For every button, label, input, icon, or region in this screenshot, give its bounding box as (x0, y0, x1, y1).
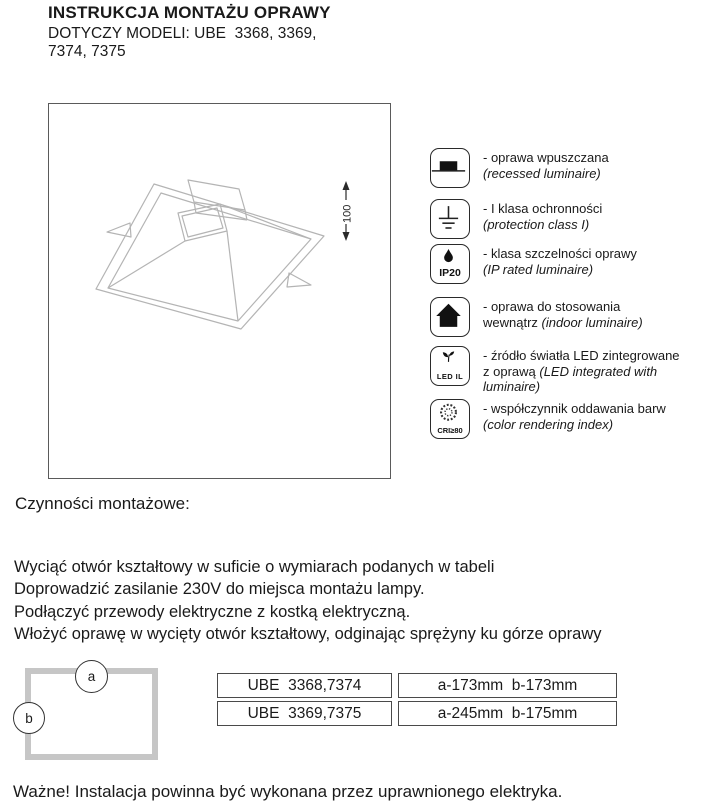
legend-item-cri (430, 399, 666, 439)
legend-item-recessed (430, 148, 609, 188)
legend-label-pl: - współczynnik oddawania barw (483, 401, 666, 416)
legend-label-en: (protection class I) (483, 216, 590, 232)
installation-step: Doprowadzić zasilanie 230V do miejsca montażu lampy. (14, 580, 425, 599)
legend-label-pl2: z oprawą (483, 363, 540, 379)
cutout-label-b (13, 702, 45, 734)
label-a-text: a (87, 669, 96, 684)
led-label: LED IL (436, 372, 464, 381)
legend-label-pl: - I klasa ochronności (483, 201, 603, 216)
ip-rating-label: IP20 (439, 267, 461, 279)
cutout-label-a (75, 660, 108, 693)
legend-item-indoor (430, 297, 643, 337)
installation-step: Włożyć oprawę w wycięty otwór kształtowy, odginając sprężyny ku górze oprawy (14, 625, 602, 644)
model-list-line1: DOTYCZY MODELI: UBE 3368, 3369, (48, 25, 317, 42)
luminaire-drawing-frame (48, 103, 391, 479)
legend-label-en: (indoor luminaire) (541, 314, 643, 330)
model-cell: UBE 3369,7375 (217, 701, 392, 726)
legend-item-ip-rating (430, 244, 637, 284)
page-title: INSTRUKCJA MONTAŻU OPRAWY (48, 3, 331, 22)
protection-class-icon (430, 199, 470, 239)
dimensions-cell: a-245mm b-175mm (398, 701, 617, 726)
legend-label-pl: - oprawa do stosowania (483, 299, 621, 314)
model-cell: UBE 3368,7374 (217, 673, 392, 698)
installation-step: Wyciąć otwór kształtowy w suficie o wymiarach podanych w tabeli (14, 558, 495, 576)
legend-label-en: (IP rated luminaire) (483, 261, 594, 277)
ip-rating-icon (430, 244, 470, 284)
legend-item-led (430, 346, 680, 395)
label-b-text: b (25, 710, 33, 726)
installation-step: Podłączyć przewody elektryczne z kostką elektryczną. (14, 602, 411, 621)
installation-steps (14, 556, 602, 646)
cri-icon (430, 399, 470, 439)
legend-label-en: (color rendering index) (483, 416, 614, 432)
cri-label: CRI≥80 (437, 426, 463, 435)
dimensions-cell: a-173mm b-173mm (398, 673, 617, 698)
legend-label-en2: luminaire) (483, 379, 541, 394)
indoor-use-icon (430, 297, 470, 337)
model-list-line2: 7374, 7375 (48, 43, 126, 60)
recessed-luminaire-icon (430, 148, 470, 188)
section-heading: Czynności montażowe: (15, 494, 190, 513)
legend-label-pl: - oprawa wpuszczana (483, 150, 609, 165)
led-integrated-icon (430, 346, 470, 386)
legend-label-en: (LED integrated with (539, 363, 658, 379)
legend-label-pl: - źródło światła LED zintegrowane (483, 348, 680, 363)
legend-item-protection-class (430, 199, 602, 239)
dimension-label: 100 (341, 204, 354, 223)
legend-label-pl: - klasa szczelności oprawy (483, 246, 637, 261)
legend-label-en: (recessed luminaire) (483, 165, 601, 181)
legend-label-pl2: wewnątrz (483, 314, 542, 330)
warning-text: Ważne! Instalacja powinna być wykonana przez uprawnionego elektryka. (13, 782, 563, 801)
luminaire-drawing (49, 104, 390, 478)
